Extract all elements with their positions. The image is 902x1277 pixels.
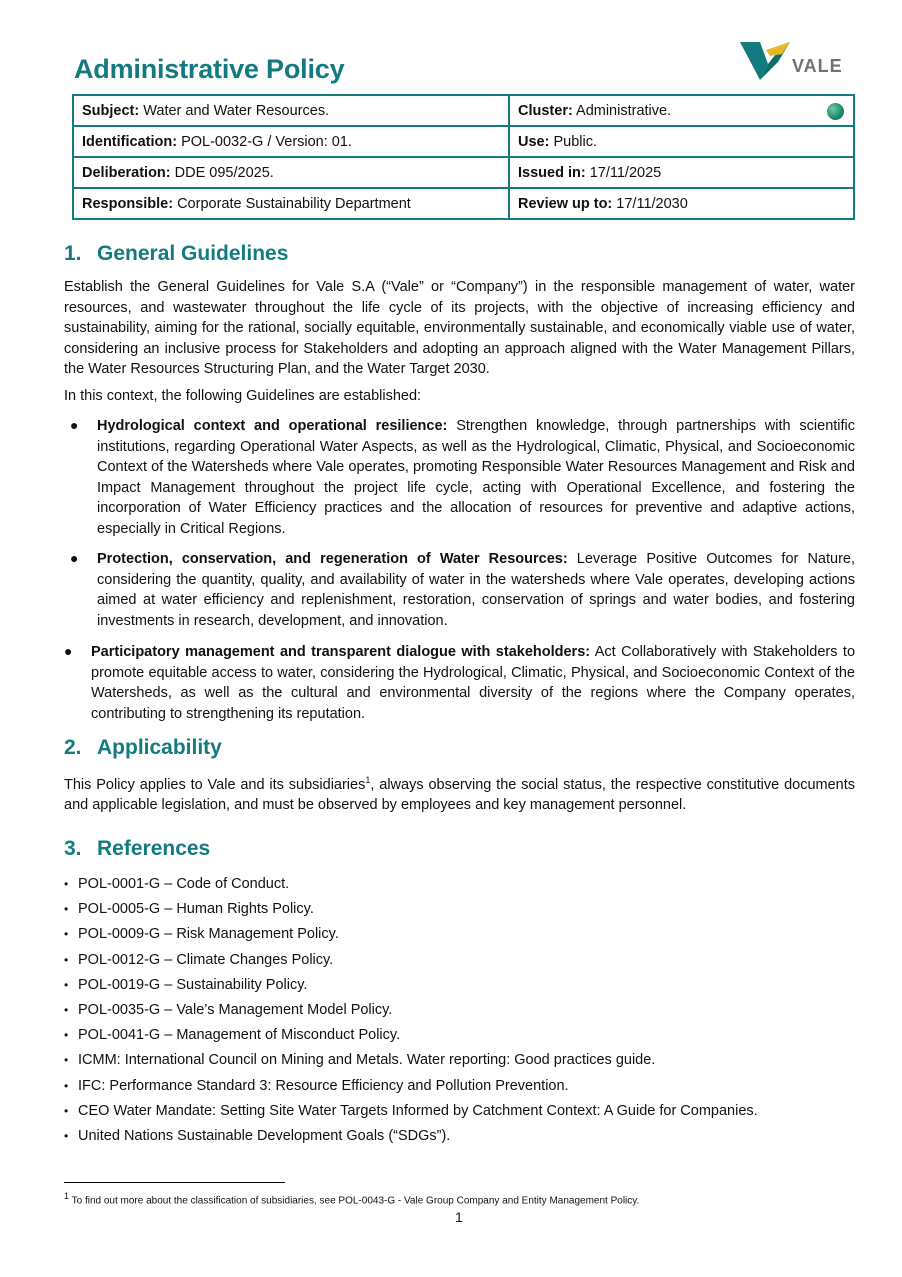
applicability-text: This Policy applies to Vale and its subsidiaries$^1$, always observing the social status, the respective constitutive documents and applicable legislation, and must be observed by employees and key management personnel. — [64, 775, 855, 814]
table-row — [73, 188, 854, 219]
table-row — [73, 95, 854, 126]
responsible-cell: Responsible: Corporate Sustainability Department — [73, 188, 509, 219]
footnote: $^1$ To find out more about the classification of subsidiaries, see POL-0043-G - Vale Group Company and Entity Management Policy. — [64, 1191, 640, 1207]
review-up-to-cell: Review up to: 17/11/2030 — [509, 188, 854, 219]
list-item: • POL-0005-G – Human Rights Policy. — [64, 899, 758, 924]
deliberation-cell: Deliberation: DDE 095/2025. — [73, 157, 509, 188]
section-heading-applicability: 2. Applicability — [64, 736, 222, 759]
policy-info-table — [72, 94, 855, 220]
globe-icon — [827, 103, 844, 120]
list-item: • United Nations Sustainable Development Goals (“SDGs”). — [64, 1126, 758, 1151]
issued-in-cell: Issued in: 17/11/2025 — [509, 157, 854, 188]
list-item: • CEO Water Mandate: Setting Site Water Targets Informed by Catchment Context: A Guide for Companies. — [64, 1101, 758, 1126]
guideline-item: Hydrological context and operational resilience: Strengthen knowledge, through partnerships with scientific institutions, regarding Operational Water Aspects, as well as the Hydrological, Climatic, Physical, and Socioeconomic Context of the Watersheds where Vale operates, promoting Responsible Water Resources Management and Risk and Impact Management throughout the project life cycle, acting with Operational Excellence, and fostering the incorporation of Water Efficiency practices and the allocation of resources for preventive and adaptive actions, especially in Critical Regions. — [97, 418, 856, 537]
page-number: 1 — [455, 1209, 463, 1225]
bullet-icon: ● — [70, 417, 79, 433]
identification-cell: Identification: POL-0032-G / Version: 01. — [73, 126, 509, 157]
guidelines-context: In this context, the following Guidelines are established: — [64, 388, 422, 404]
list-item: • POL-0035-G – Vale’s Management Model Policy. — [64, 1000, 758, 1025]
bullet-icon: ● — [70, 550, 79, 566]
footnote-reference: 1 — [365, 775, 371, 785]
list-item: • IFC: Performance Standard 3: Resource Efficiency and Pollution Prevention. — [64, 1076, 758, 1101]
vale-logo-text: VALE — [792, 56, 843, 76]
bullet-icon: ● — [64, 643, 73, 659]
section-heading-general-guidelines: 1. General Guidelines — [64, 242, 289, 265]
vale-logo — [738, 38, 848, 82]
list-item: • POL-0041-G – Management of Misconduct Policy. — [64, 1025, 758, 1050]
table-row — [73, 126, 854, 157]
subject-cell: Subject: Water and Water Resources. — [73, 95, 509, 126]
guideline-item: Participatory management and transparent dialogue with stakeholders: Act Collaboratively with Stakeholders to promote equitable access to water, considering the Hydrological, Climatic, Physical, and Socioeconomic Context of the Watersheds, as well as the cultural and environmental diversity of the regions where the Company operates, contributing to strengthening its reputation. — [91, 644, 856, 722]
vale-logo-mark-icon — [738, 38, 794, 82]
list-item: • POL-0012-G – Climate Changes Policy. — [64, 950, 758, 975]
list-item: • POL-0009-G – Risk Management Policy. — [64, 924, 758, 949]
list-item: • POL-0019-G – Sustainability Policy. — [64, 975, 758, 1000]
references-list — [64, 874, 758, 1151]
section-heading-references: 3. References — [64, 837, 211, 860]
page-title: Administrative Policy — [74, 54, 345, 84]
list-item: • ICMM: International Council on Mining and Metals. Water reporting: Good practices guide. — [64, 1050, 758, 1075]
guideline-item: Protection, conservation, and regeneration of Water Resources: Leverage Positive Outcomes for Nature, considering the quantity, quality, and availability of water in the watersheds where Vale operates, developing actions aimed at water efficiency and replenishment, restoration, conservation of springs and water bodies, and fostering investments in research, development, and innovation. — [97, 551, 855, 629]
general-guidelines-intro: Establish the General Guidelines for Vale S.A (“Vale” or “Company”) in the responsible management of water, water resources, and wastewater throughout the life cycle of its projects, with the objective of increasing efficiency and sustainability, aiming for the rational, socially equitable, environmentally sustainable, and economically viable use of water, considering an inclusive process for Stakeholders and adopting an approach aligned with the Water Management Pillars, the Water Resources Structuring Plan, and the Water Target 2030. — [64, 279, 855, 378]
cluster-cell: Cluster: Administrative. — [509, 95, 854, 126]
table-row — [73, 157, 854, 188]
use-cell: Use: Public. — [509, 126, 854, 157]
list-item: • POL-0001-G – Code of Conduct. — [64, 874, 758, 899]
footnote-divider — [64, 1182, 285, 1183]
